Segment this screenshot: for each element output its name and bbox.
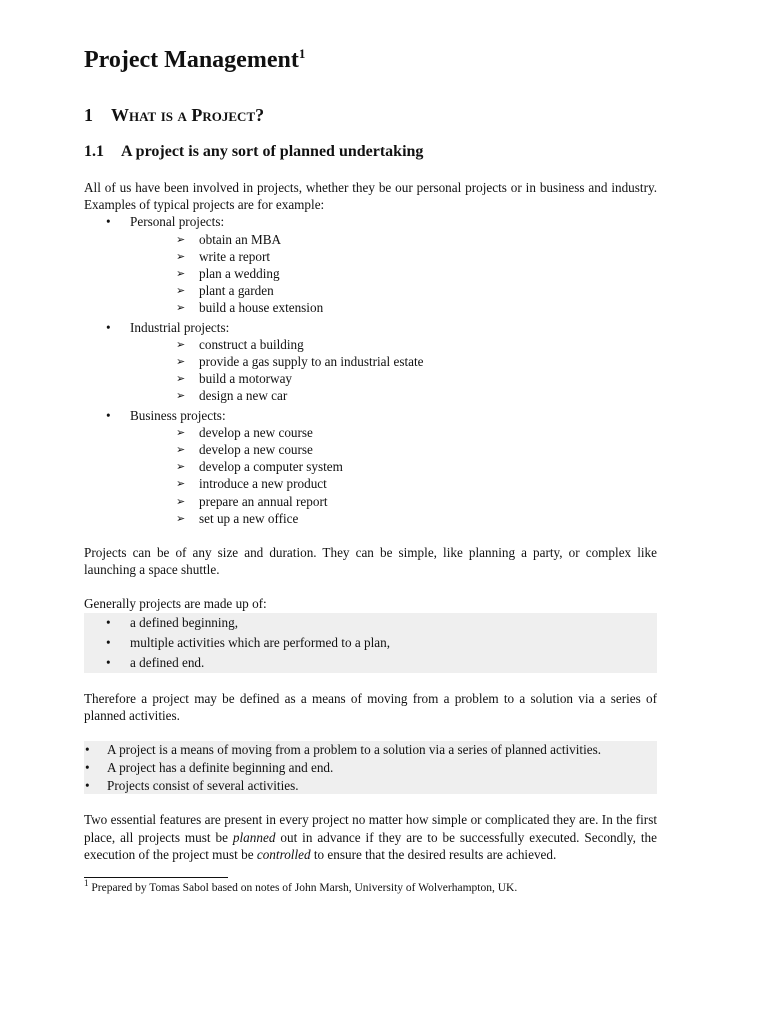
list-item: • multiple activities which are performed to a plan, bbox=[84, 633, 657, 653]
list-item: ➢ build a house extension bbox=[130, 299, 657, 316]
list-item: ➢ obtain an MBA bbox=[130, 231, 657, 248]
section-heading bbox=[84, 103, 657, 127]
list-item: ➢ set up a new office bbox=[130, 510, 657, 527]
sub-list bbox=[130, 424, 657, 527]
title-text: Project Management bbox=[84, 47, 299, 73]
list-item bbox=[84, 319, 657, 405]
list-item: • a defined end. bbox=[84, 653, 657, 673]
title-footnote-ref[interactable]: 1 bbox=[298, 46, 306, 61]
footnote bbox=[84, 880, 657, 896]
list-item: ➢ plan a wedding bbox=[130, 265, 657, 282]
list-item: • Projects consist of several activities. bbox=[84, 777, 657, 795]
subsection-heading bbox=[84, 141, 657, 163]
subsection-title: A project is any sort of planned undertaking bbox=[121, 143, 424, 160]
group-label: Industrial projects: bbox=[130, 319, 230, 335]
project-examples-list bbox=[84, 213, 657, 527]
footnote-text: Prepared by Tomas Sabol based on notes of John Marsh, University of Wolverhampton, UK. bbox=[88, 882, 518, 895]
essential-features-paragraph: Two essential features are present in every project no matter how simple or complicated they are. In the first place, all projects must be planned out in advance if they are to be successfully executed. Secondly, the execution of the project must be controlled to ensure that the desired results are achieved. bbox=[84, 812, 658, 862]
section-number: 1 bbox=[84, 105, 93, 125]
list-item bbox=[84, 213, 657, 316]
list-item: ➢ develop a new course bbox=[130, 441, 657, 458]
list-item: ➢ develop a computer system bbox=[130, 458, 657, 475]
list-item: ➢ write a report bbox=[130, 248, 657, 265]
document-content bbox=[84, 44, 657, 896]
made-up-list bbox=[84, 613, 657, 673]
emphasis-controlled: controlled bbox=[256, 846, 311, 862]
list-item: ➢ prepare an annual report bbox=[130, 493, 657, 510]
document-title bbox=[84, 44, 657, 76]
list-item: • A project is a means of moving from a problem to a solution via a series of planned activities. bbox=[84, 741, 657, 759]
size-paragraph: Projects can be of any size and duration. They can be simple, like planning a party, or complex like launching a space shuttle. bbox=[84, 545, 657, 578]
intro-paragraph: All of us have been involved in projects, whether they be our personal projects or in business and industry. Examples of typical projects are for example: bbox=[84, 180, 657, 213]
list-item: ➢ plant a garden bbox=[130, 282, 657, 299]
list-item: ➢ build a motorway bbox=[130, 370, 657, 387]
sub-list bbox=[130, 336, 657, 405]
list-item: ➢ provide a gas supply to an industrial estate bbox=[130, 353, 657, 370]
footnote-number: 1 bbox=[84, 878, 89, 889]
group-label: Business projects: bbox=[130, 407, 226, 423]
list-item: • A project has a definite beginning and end. bbox=[84, 759, 657, 777]
list-item: ➢ introduce a new product bbox=[130, 475, 657, 492]
footnote-separator bbox=[84, 877, 228, 878]
subsection-number: 1.1 bbox=[84, 143, 104, 160]
list-item bbox=[84, 407, 657, 527]
sub-list bbox=[130, 231, 657, 317]
group-label: Personal projects: bbox=[130, 214, 225, 230]
made-up-paragraph: Generally projects are made up of: bbox=[84, 596, 267, 612]
list-item: • a defined beginning, bbox=[84, 613, 657, 633]
section-title: What is a Project? bbox=[111, 105, 265, 125]
list-item: ➢ design a new car bbox=[130, 387, 657, 404]
list-item: ➢ construct a building bbox=[130, 336, 657, 353]
list-item: ➢ develop a new course bbox=[130, 424, 657, 441]
emphasis-planned: planned bbox=[232, 829, 276, 845]
summary-list bbox=[84, 741, 657, 794]
definition-paragraph: Therefore a project may be defined as a means of moving from a problem to a solution via a series of planned activities. bbox=[84, 690, 657, 723]
